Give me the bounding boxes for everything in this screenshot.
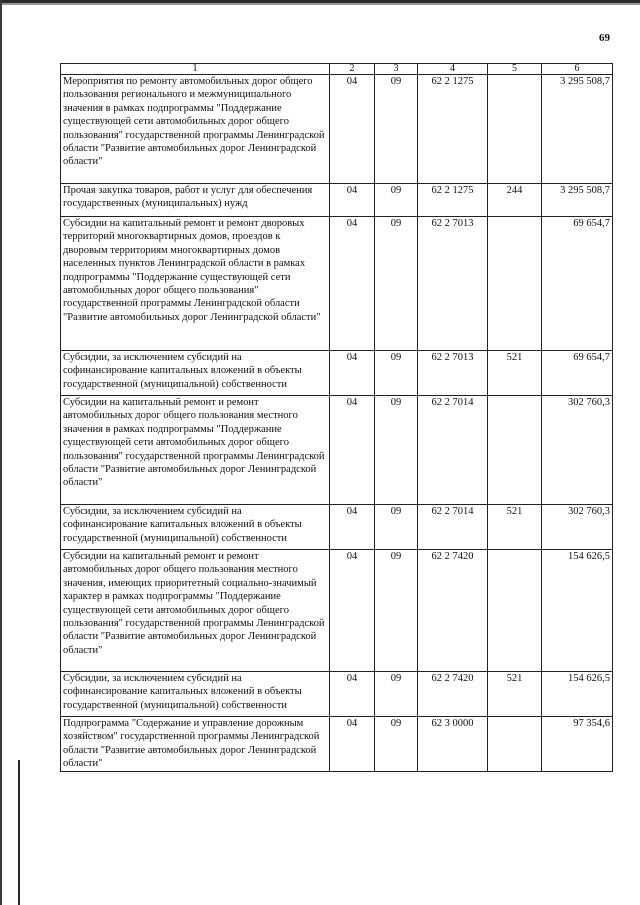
row-expense-type <box>488 396 542 505</box>
row-section: 04 <box>330 75 375 184</box>
row-subsection: 09 <box>375 217 418 351</box>
row-subsection: 09 <box>375 75 418 184</box>
row-name: Субсидии на капитальный ремонт и ремонт автомобильных дорог общего пользования местного значения в рамках подпрограммы "Поддержание существующей сети автомобильных дорог общего пользования" государственной программы Ленинградской области "Развитие автомобильных дорог Ленинградской области" <box>61 396 330 505</box>
row-section: 04 <box>330 505 375 550</box>
row-name: Субсидии, за исключением субсидий на софинансирование капитальных вложений в объекты государственной (муниципальной) собственности <box>61 672 330 717</box>
row-subsection: 09 <box>375 672 418 717</box>
header-col-4: 4 <box>418 64 488 75</box>
row-expense-type <box>488 75 542 184</box>
row-target-code: 62 2 7420 <box>418 672 488 717</box>
row-amount: 3 295 508,7 <box>542 75 613 184</box>
table-row <box>61 717 613 772</box>
row-expense-type <box>488 550 542 672</box>
row-amount: 154 626,5 <box>542 550 613 672</box>
header-col-1: 1 <box>61 64 330 75</box>
header-col-6: 6 <box>542 64 613 75</box>
row-name: Субсидии на капитальный ремонт и ремонт дворовых территорий многоквартирных домов, проездов к дворовым территориям многоквартирных домов населенных пунктов Ленинградской области в рамках подпрограммы "Поддержание существующей сети автомобильных дорог общего пользования" государственной программы Ленинградской области "Развитие автомобильных дорог Ленинградской области" <box>61 217 330 351</box>
row-target-code: 62 2 7013 <box>418 217 488 351</box>
row-subsection: 09 <box>375 505 418 550</box>
row-amount: 97 354,6 <box>542 717 613 772</box>
row-expense-type <box>488 717 542 772</box>
table-row <box>61 351 613 396</box>
row-expense-type: 244 <box>488 184 542 217</box>
table-row <box>61 672 613 717</box>
row-name: Субсидии на капитальный ремонт и ремонт автомобильных дорог общего пользования местного значения, имеющих приоритетный социально-значимый характер в рамках подпрограммы "Поддержание существующей сети автомобильных дорог общего пользования" государственной программы Ленинградской области "Развитие автомобильных дорог Ленинградской области" <box>61 550 330 672</box>
row-section: 04 <box>330 217 375 351</box>
row-subsection: 09 <box>375 396 418 505</box>
row-subsection: 09 <box>375 184 418 217</box>
scan-left-mark <box>18 760 20 905</box>
header-col-2: 2 <box>330 64 375 75</box>
row-amount: 69 654,7 <box>542 351 613 396</box>
header-col-5: 5 <box>488 64 542 75</box>
row-amount: 3 295 508,7 <box>542 184 613 217</box>
row-target-code: 62 2 7013 <box>418 351 488 396</box>
row-target-code: 62 3 0000 <box>418 717 488 772</box>
row-section: 04 <box>330 672 375 717</box>
row-target-code: 62 2 7014 <box>418 396 488 505</box>
row-amount: 69 654,7 <box>542 217 613 351</box>
row-expense-type: 521 <box>488 351 542 396</box>
table-row <box>61 217 613 351</box>
row-name: Субсидии, за исключением субсидий на софинансирование капитальных вложений в объекты государственной (муниципальной) собственности <box>61 351 330 396</box>
scan-top-edge-shadow <box>0 3 640 5</box>
row-target-code: 62 2 1275 <box>418 75 488 184</box>
row-target-code: 62 2 7420 <box>418 550 488 672</box>
row-expense-type: 521 <box>488 672 542 717</box>
row-name: Подпрограмма "Содержание и управление дорожным хозяйством" государственной программы Ленинградской области "Развитие автомобильных дорог Ленинградской области" <box>61 717 330 772</box>
table-row <box>61 184 613 217</box>
row-target-code: 62 2 1275 <box>418 184 488 217</box>
row-amount: 154 626,5 <box>542 672 613 717</box>
row-section: 04 <box>330 550 375 672</box>
row-name: Мероприятия по ремонту автомобильных дорог общего пользования регионального и межмуниципального значения в рамках подпрограммы "Поддержание существующей сети автомобильных дорог общего пользования" государственной программы Ленинградской области "Развитие автомобильных дорог Ленинградской области" <box>61 75 330 184</box>
row-amount: 302 760,3 <box>542 396 613 505</box>
row-expense-type <box>488 217 542 351</box>
row-section: 04 <box>330 351 375 396</box>
budget-table <box>60 63 613 772</box>
row-expense-type: 521 <box>488 505 542 550</box>
row-subsection: 09 <box>375 550 418 672</box>
page-number: 69 <box>599 32 610 44</box>
row-subsection: 09 <box>375 717 418 772</box>
row-amount: 302 760,3 <box>542 505 613 550</box>
row-target-code: 62 2 7014 <box>418 505 488 550</box>
table-row <box>61 505 613 550</box>
table-row <box>61 396 613 505</box>
header-col-3: 3 <box>375 64 418 75</box>
row-name: Прочая закупка товаров, работ и услуг для обеспечения государственных (муниципальных) нужд <box>61 184 330 217</box>
row-name: Субсидии, за исключением субсидий на софинансирование капитальных вложений в объекты государственной (муниципальной) собственности <box>61 505 330 550</box>
row-subsection: 09 <box>375 351 418 396</box>
row-section: 04 <box>330 396 375 505</box>
table-row <box>61 550 613 672</box>
table-row <box>61 75 613 184</box>
table-header-row <box>61 64 613 75</box>
row-section: 04 <box>330 184 375 217</box>
row-section: 04 <box>330 717 375 772</box>
scan-left-edge <box>0 0 2 905</box>
